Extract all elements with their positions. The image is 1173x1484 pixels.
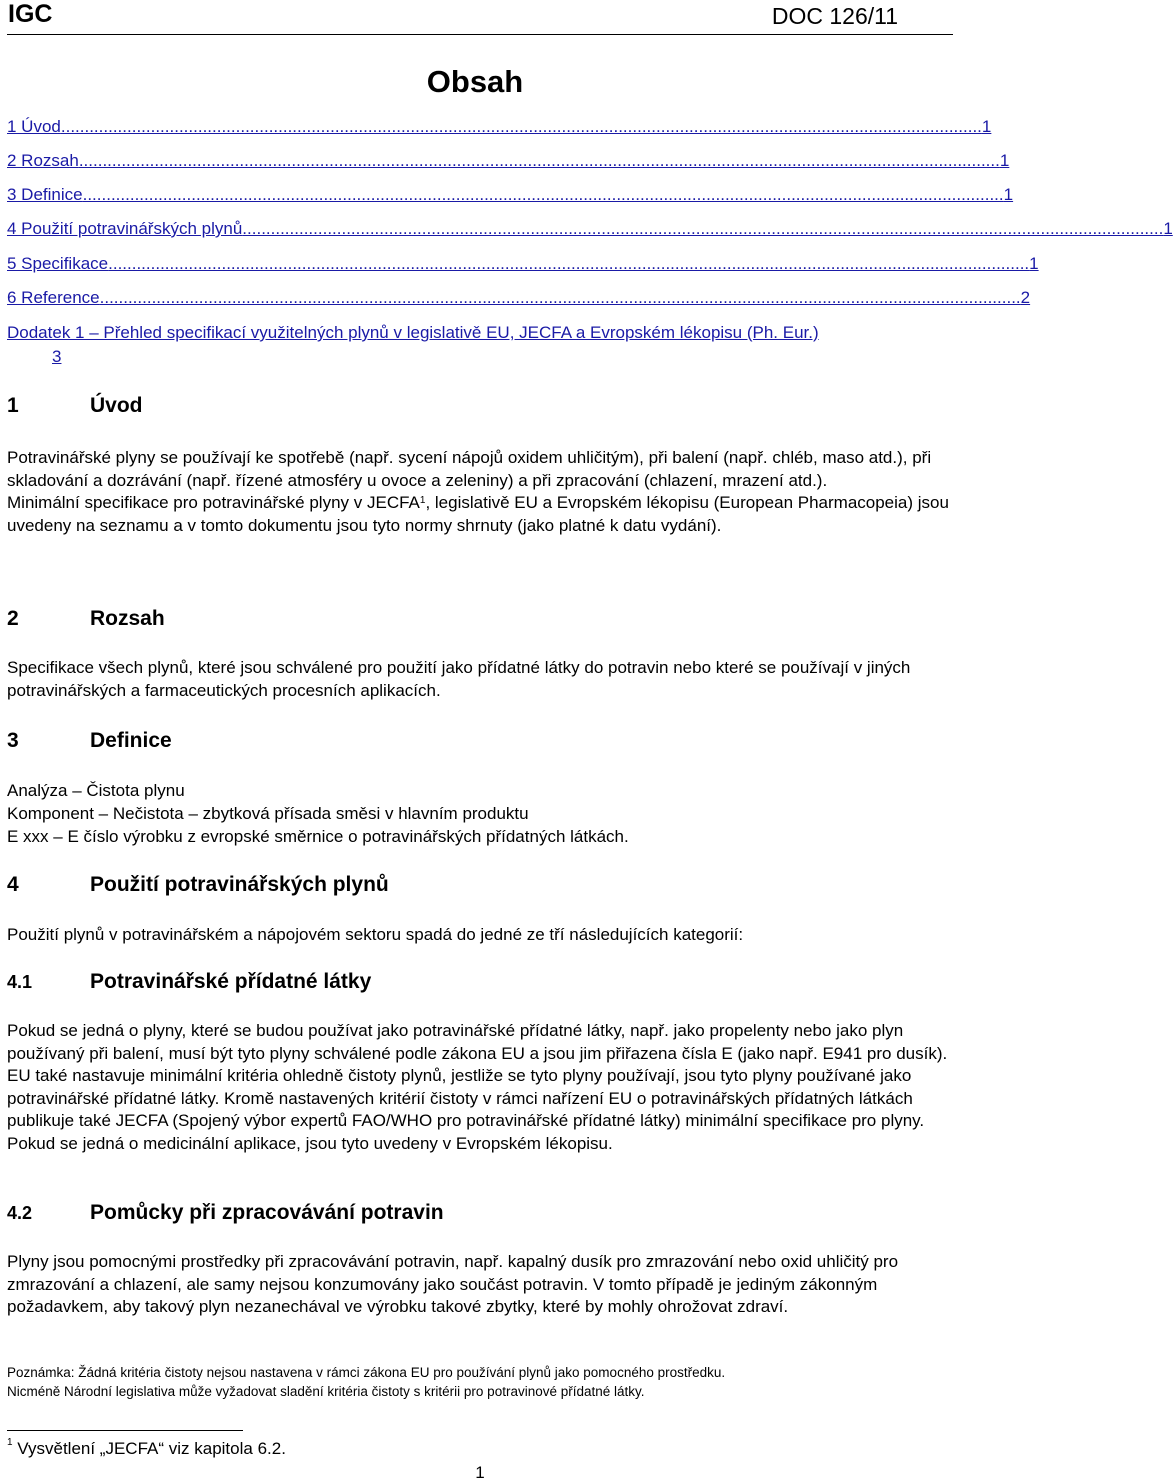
toc-link-dodatek[interactable]: Dodatek 1 – Přehled specifikací využitelných plynů v legislativě EU, JECFA a Evropském lékopisu (Ph. Eur.) 3 — [7, 323, 819, 366]
definitions-list — [7, 779, 629, 848]
heading-pridatne-latky: 4.1 Potravinářské přídatné látky — [7, 970, 372, 993]
header-doc-id: DOC 126/11 — [771, 3, 898, 29]
toc-link-definice[interactable]: 3 Definice ................................................................................................................................................................................................... 1 — [7, 185, 1014, 204]
note: Poznámka: Žádná kritéria čistoty nejsou nastavena v rámci zákona EU pro používání plynů jako pomocného prostředku. Nicméně Národní legislativa může vyžadovat sladění kritéria čistoty s kritérii pro potravinové přídatné látky. — [7, 1365, 726, 1399]
footnote-rule — [7, 1430, 243, 1431]
footnote: $^1$ Vysvětlení „JECFA“ viz kapitola 6.2. — [7, 1437, 286, 1458]
paragraph-pomucky: Plyny jsou pomocnými prostředky při zpracovávání potravin, např. kapalný dusík pro zmrazování nebo oxid uhličitý pro zmrazování a chlazení, ale samy nejsou konzumovány jako součást potravin. V tomto případě je jediným zákonným požadavkem, aby takový plyn nezanechával ve výrobku takové zbytky, které by mohly ohrožovat zdraví. — [7, 1252, 899, 1316]
toc-link-pouziti[interactable]: 4 Použití potravinářských plynů ................................................................................................................................................................................................... 1 — [7, 219, 1173, 238]
header-org: IGC — [8, 0, 53, 28]
definition-analyza: Analýza – Čistota plynu — [7, 781, 185, 800]
heading-pouziti: 4 Použití potravinářských plynů — [7, 873, 389, 896]
paragraph-pouziti: Použití plynů v potravinářském a nápojovém sektoru spadá do jedné ze tří následujících kategorií: — [7, 925, 744, 944]
header-rule — [7, 34, 953, 35]
heading-rozsah: 2 Rozsah — [7, 607, 165, 630]
heading-uvod: 1 Úvod — [7, 394, 143, 417]
definition-komponent: Komponent – Nečistota – zbytková přísada směsi v hlavním produktu — [7, 804, 529, 823]
paragraph-pridatne-latky: Pokud se jedná o plyny, které se budou používat jako potravinářské přídatné látky, např. jako propelenty nebo jako plyn používaný při balení, musí být tyto plyny schválené podle zákona EU a jsou jim přiřazena čísla E (jako např. E941 pro dusík). EU také nastavuje minimální kritéria ohledně čistoty plynů, jestliže se tyto plyny používají, jsou tyto plyny používané jako potravinářské přídatné látky. Kromě nastavených kritérií čistoty v rámci nařízení EU o potravinářských přídatných látkách publikuje také JECFA (Spojený výbor expertů FAO/WHO pro potravinářské přídatné látky) minimální specifikace pro plyny. Pokud se jedná o medicinální aplikace, jsou tyto uvedeny v Evropském lékopisu. — [7, 1021, 948, 1153]
toc-link-uvod[interactable]: 1 Úvod ................................................................................................................................................................................................... 1 — [7, 117, 992, 136]
page-number: 1 — [475, 1463, 485, 1482]
paragraph-uvod: Potravinářské plyny se používají ke spotřebě (např. sycení nápojů oxidem uhličitým), při balení (např. chléb, maso atd.), při skladování a dozrávání (např. řízené atmosféry u ovoce a zeleniny) a při zpracování (chlazení, mrazení atd.). Minimální specifikace pro potravinářské plyny v JECFA$^1$, legislativě EU a Evropském lékopisu (European Pharmacopeia) jsou uvedeny na seznamu a v tomto dokumentu jsou tyto normy shrnuty (jako platné k datu vydání). — [7, 448, 949, 535]
toc-link-reference[interactable]: 6 Reference ................................................................................................................................................................................................... 2 — [7, 288, 1031, 307]
definition-e-xxx: E xxx – E číslo výrobku z evropské směrnice o potravinářských přídatných látkách. — [7, 827, 629, 846]
paragraph-rozsah: Specifikace všech plynů, které jsou schválené pro použití jako přídatné látky do potravin nebo které se používají v jiných potravinářských a farmaceutických procesních aplikacích. — [7, 658, 911, 700]
toc-link-rozsah[interactable]: 2 Rozsah ................................................................................................................................................................................................... 1 — [7, 151, 1010, 170]
heading-definice: 3 Definice — [7, 729, 172, 752]
footnote-ref[interactable]: 1 — [419, 495, 426, 506]
page-title: Obsah — [426, 64, 524, 99]
heading-pomucky: 4.2 Pomůcky při zpracovávání potravin — [7, 1201, 444, 1224]
toc-link-specifikace[interactable]: 5 Specifikace ................................................................................................................................................................................................... 1 — [7, 254, 1039, 273]
